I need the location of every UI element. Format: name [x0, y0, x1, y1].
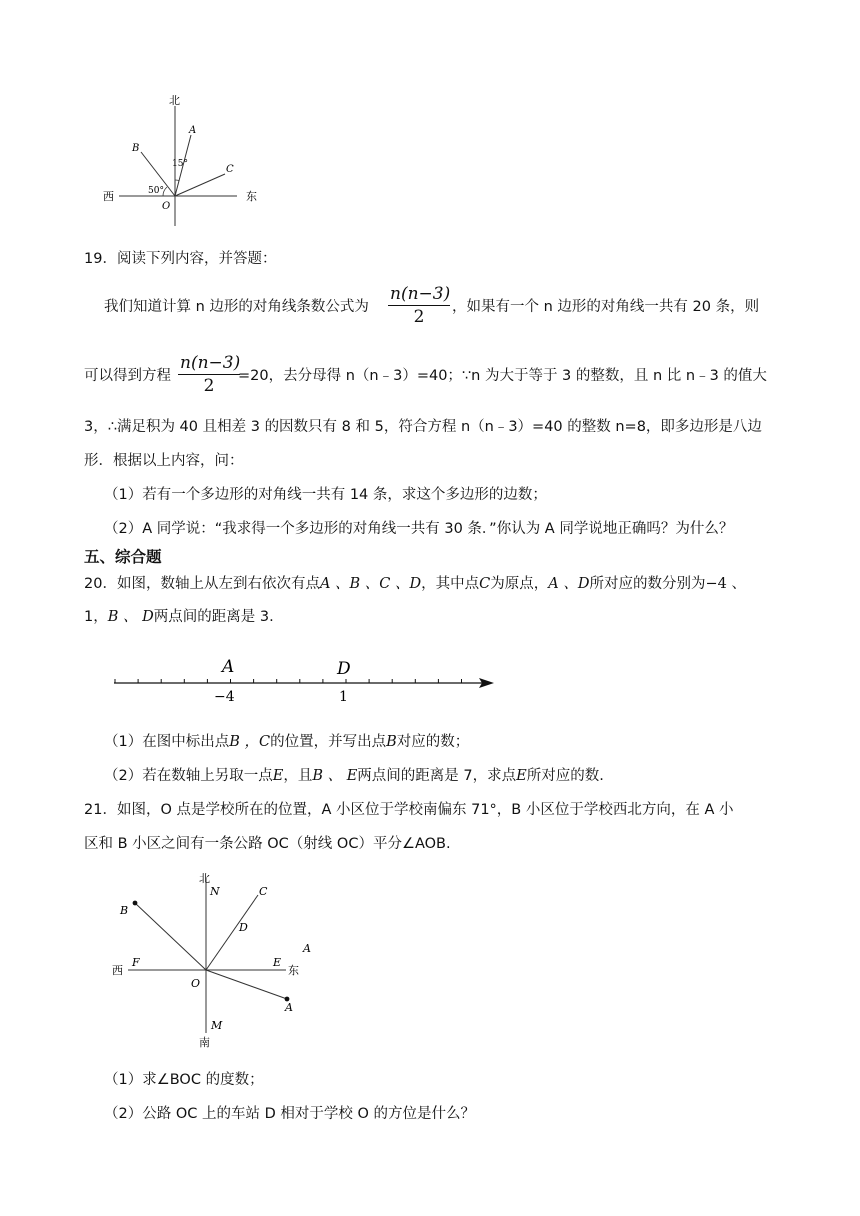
q21-line1: 21．如图，O 点是学校所在的位置，A 小区位于学校南偏东 71°，B 小区位于学校西北方向，在 A 小 — [84, 802, 734, 818]
q20-s2-text: 所对应的数. — [526, 768, 604, 784]
label-D: D — [239, 921, 248, 934]
q20-s1-text: 的位置，并写出点 — [270, 734, 387, 750]
label-N: N — [210, 885, 220, 898]
label-C: C — [259, 885, 268, 898]
label-west: 西 — [103, 190, 114, 203]
label-east: 东 — [288, 964, 299, 977]
q20-s1-points: B ，C — [229, 734, 271, 750]
q19-line4: 形．根据以上内容，问： — [84, 453, 244, 469]
q21-subquestion-1: （1）求∠BOC 的度数； — [104, 1072, 264, 1088]
q20-text: 20．如图，数轴上从左到右依次有点 — [84, 576, 320, 592]
point-B — [133, 901, 138, 906]
label-D: D — [337, 659, 351, 679]
q20-text: 两点间的距离是 3. — [153, 609, 274, 625]
q20-values: −4 、 — [705, 576, 746, 592]
q20-line2 — [84, 607, 274, 627]
q19-subquestion-1: （1）若有一个多边形的对角线一共有 14 条，求这个多边形的边数； — [104, 487, 547, 503]
label-C: C — [226, 164, 234, 175]
label-F: F — [132, 956, 140, 969]
diagonal-formula-2 — [178, 352, 240, 397]
segment-OA — [206, 970, 287, 999]
q20-s2-text: ，且 — [283, 768, 313, 784]
q21-subquestion-2: （2）公路 OC 上的车站 D 相对于学校 O 的方位是什么？ — [104, 1106, 475, 1122]
section-heading: 五、综合题 — [84, 548, 162, 566]
q20-text: ，其中点 — [421, 576, 480, 592]
angle-arc-15 — [175, 180, 179, 181]
formula-denominator: 2 — [203, 376, 215, 396]
label-west: 西 — [112, 964, 123, 977]
q19-line2-post: =20，去分母得 n（n﹣3）=40；∵n 为大于等于 3 的整数，且 n 比 n﹣3 的值大 — [238, 368, 767, 384]
q20-line1 — [84, 574, 746, 594]
label-50deg: 50° — [148, 186, 164, 196]
q20-text: 1， — [84, 609, 108, 625]
q20-text: 所对应的数分别为 — [589, 576, 706, 592]
q19-line1-pre: 我们知道计算 n 边形的对角线条数公式为 — [104, 299, 369, 315]
label-B: B — [120, 904, 129, 917]
q20-points-bd: B 、 D — [107, 609, 154, 625]
q20-s2-point-e: E — [272, 768, 284, 784]
q20-points: A 、B 、C 、D — [319, 576, 422, 592]
label-B: B — [132, 143, 140, 154]
ray-OC — [175, 174, 225, 196]
formula-numerator: n(n−3) — [390, 284, 451, 304]
label-O: O — [191, 977, 201, 990]
q21-line2: 区和 B 小区之间有一条公路 OC（射线 OC）平分∠AOB. — [84, 836, 451, 852]
formula-denominator: 2 — [413, 307, 425, 327]
q20-s2-text: （2）若在数轴上另取一点 — [104, 768, 273, 784]
label-E: E — [273, 956, 282, 969]
label-A: A — [285, 1001, 293, 1014]
q20-s2-point-e: E — [516, 768, 527, 784]
label-A: A — [222, 657, 235, 677]
label-north: 北 — [199, 872, 210, 885]
label-O: O — [162, 201, 171, 212]
q20-s2-points: B 、 E — [312, 768, 358, 784]
label-A-top: A — [303, 942, 311, 955]
q20-point-c: C — [479, 576, 491, 592]
ray-OC — [206, 895, 258, 970]
q19-subquestion-2: （2）A 同学说：“我求得一个多边形的对角线一共有 30 条．”你认为 A 同学说地正确吗？为什么？ — [104, 521, 734, 537]
q19-line1-post: ，如果有一个 n 边形的对角线一共有 20 条，则 — [452, 299, 760, 315]
label-15deg: 15° — [172, 159, 188, 169]
tick-label-1: 1 — [339, 689, 348, 705]
tick-label-minus4: −4 — [214, 689, 235, 705]
formula-numerator: n(n−3) — [180, 353, 241, 373]
label-east: 东 — [246, 190, 257, 203]
q20-s2-text: 两点间的距离是 7，求点 — [357, 768, 517, 784]
q19-line3: 3，∴满足积为 40 且相差 3 的因数只有 8 和 5，符合方程 n（n﹣3）=40 的整数 n=8，即多边形是八边 — [84, 419, 762, 435]
q20-subquestion-1 — [104, 732, 469, 752]
compass-figure-q18 — [95, 88, 275, 228]
q19-line2-pre: 可以得到方程 — [84, 368, 171, 384]
label-M: M — [211, 1019, 223, 1032]
label-north: 北 — [169, 94, 180, 107]
q20-s1-text: （1）在图中标出点 — [104, 734, 230, 750]
ray-OB — [135, 903, 206, 970]
label-A: A — [189, 125, 197, 136]
diagonal-formula-1 — [388, 283, 450, 328]
q20-points-ad: A 、D — [548, 576, 590, 592]
q19-heading: 19．阅读下列内容，并答题： — [84, 251, 277, 267]
label-south: 南 — [199, 1036, 210, 1049]
q20-text: 为原点， — [490, 576, 549, 592]
q20-subquestion-2 — [104, 766, 604, 786]
q20-s1-text: 对应的数； — [396, 734, 470, 750]
q20-s1-point-b: B — [386, 734, 397, 750]
compass-figure-q21 — [100, 868, 340, 1053]
number-line-figure — [110, 650, 500, 710]
